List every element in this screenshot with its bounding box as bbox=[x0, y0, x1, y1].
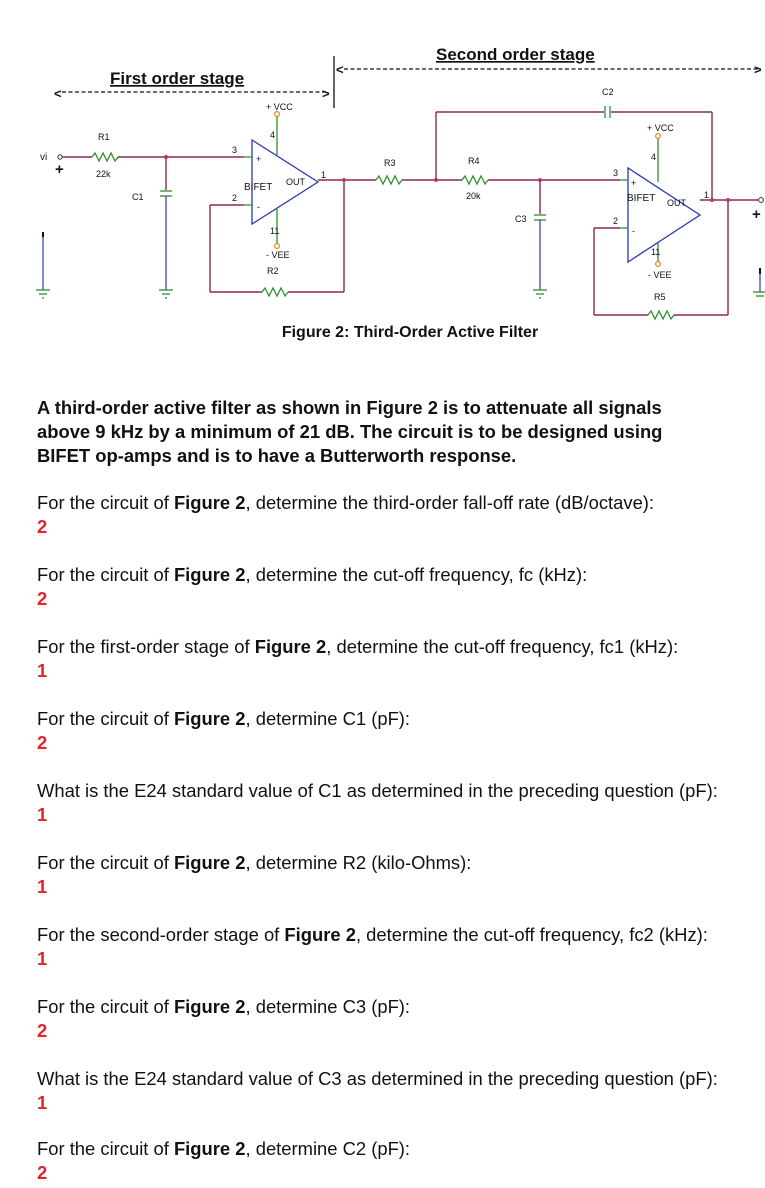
r5-resistor bbox=[648, 311, 674, 319]
ground-output-icon bbox=[753, 292, 765, 296]
question-text: For the circuit of Figure 2, determine C1 (pF): bbox=[37, 708, 411, 729]
opamp2-out-label: OUT bbox=[667, 198, 686, 208]
node-opamp2-out bbox=[710, 198, 714, 202]
opamp2-plus: + bbox=[631, 178, 637, 188]
node-r5-out bbox=[726, 198, 730, 202]
opamp1-minus: - bbox=[257, 202, 260, 212]
question-points: 2 bbox=[37, 732, 48, 753]
r4-value: 20k bbox=[466, 191, 481, 201]
r3-label: R3 bbox=[384, 158, 396, 168]
ground-c1-icon bbox=[159, 290, 173, 298]
opamp2-pin4: 4 bbox=[651, 152, 657, 162]
c1-label: C1 bbox=[132, 192, 144, 202]
question-item bbox=[37, 491, 765, 539]
r2-label: R2 bbox=[267, 266, 279, 276]
r2-resistor bbox=[262, 288, 288, 296]
r4-resistor bbox=[462, 176, 488, 184]
question-points: 2 bbox=[37, 1020, 48, 1041]
output-plus: + bbox=[752, 206, 761, 223]
c2-label: C2 bbox=[602, 87, 614, 97]
opamp1-pin1: 1 bbox=[321, 170, 327, 180]
question-item bbox=[37, 851, 765, 899]
question-points: 2 bbox=[37, 588, 48, 609]
question-text: What is the E24 standard value of C3 as determined in the preceding question (pF): bbox=[37, 1068, 718, 1089]
problem-line-1: A third-order active filter as shown in Figure 2 is to attenuate all signals bbox=[37, 397, 662, 418]
question-item bbox=[37, 995, 765, 1043]
question-text: For the second-order stage of Figure 2, determine the cut-off frequency, fc2 (kHz): bbox=[37, 924, 708, 945]
opamp2-pin1: 1 bbox=[704, 190, 710, 200]
opamp1-plus: + bbox=[256, 154, 262, 164]
vi-label: vi bbox=[40, 152, 48, 163]
question-text: What is the E24 standard value of C1 as determined in the preceding question (pF): bbox=[37, 780, 718, 801]
input-node bbox=[58, 155, 62, 159]
opamp2-pin3: 3 bbox=[613, 168, 619, 178]
vcc1-node bbox=[275, 112, 280, 117]
question-item bbox=[37, 563, 765, 611]
question-item bbox=[37, 1067, 765, 1115]
question-item bbox=[37, 635, 765, 683]
question-points: 1 bbox=[37, 804, 48, 825]
question-item bbox=[37, 707, 765, 755]
circuit-diagram bbox=[0, 0, 765, 350]
problem-statement bbox=[37, 396, 765, 468]
vcc2-node bbox=[656, 134, 661, 139]
vee2-label: - VEE bbox=[648, 270, 672, 280]
vee1-label: - VEE bbox=[266, 250, 290, 260]
r1-value: 22k bbox=[96, 169, 111, 179]
question-item bbox=[37, 779, 765, 827]
r4-label: R4 bbox=[468, 156, 480, 166]
question-text: For the circuit of Figure 2, determine the third-order fall-off rate (dB/octave): bbox=[37, 492, 655, 513]
opamp2-minus: - bbox=[632, 226, 635, 236]
question-item bbox=[37, 1137, 765, 1185]
second-stage-label: Second order stage bbox=[436, 45, 595, 64]
vee2-node bbox=[656, 262, 661, 267]
vee1-node bbox=[275, 244, 280, 249]
question-text: For the circuit of Figure 2, determine the cut-off frequency, fc (kHz): bbox=[37, 564, 588, 585]
question-points: 1 bbox=[37, 660, 48, 681]
r5-label: R5 bbox=[654, 292, 666, 302]
question-points: 1 bbox=[37, 876, 48, 897]
first-stage-arrow-right: > bbox=[322, 86, 330, 101]
question-text: For the first-order stage of Figure 2, determine the cut-off frequency, fc1 (kHz): bbox=[37, 636, 679, 657]
r1-resistor bbox=[92, 153, 118, 161]
input-plus: + bbox=[55, 161, 64, 178]
first-stage-label: First order stage bbox=[110, 69, 245, 88]
ground-c3-icon bbox=[533, 290, 547, 298]
question-points: 1 bbox=[37, 1092, 48, 1113]
r1-label: R1 bbox=[98, 132, 110, 142]
question-text: For the circuit of Figure 2, determine C2 (pF): bbox=[37, 1138, 411, 1159]
problem-line-2: above 9 kHz by a minimum of 21 dB. The circuit is to be designed using bbox=[37, 421, 663, 442]
node-opamp1-out bbox=[342, 178, 346, 182]
figure-caption: Figure 2: Third-Order Active Filter bbox=[281, 324, 539, 341]
second-stage-arrow-left: < bbox=[336, 62, 344, 77]
question-points: 2 bbox=[37, 1162, 48, 1183]
question-item bbox=[37, 923, 765, 971]
opamp1-label: BIFET bbox=[244, 182, 273, 193]
opamp2-label: BIFET bbox=[627, 193, 656, 204]
second-stage-arrow-right: > bbox=[754, 62, 762, 77]
problem-line-3: BIFET op-amps and is to have a Butterworth response. bbox=[37, 445, 517, 466]
vcc1-label: + VCC bbox=[266, 102, 293, 112]
c3-label: C3 bbox=[515, 214, 527, 224]
question-points: 2 bbox=[37, 516, 48, 537]
question-text: For the circuit of Figure 2, determine C3 (pF): bbox=[37, 996, 411, 1017]
ground-source-icon bbox=[36, 290, 50, 298]
opamp2-pin2: 2 bbox=[613, 216, 619, 226]
r3-resistor bbox=[376, 176, 402, 184]
vcc2-label: + VCC bbox=[647, 123, 674, 133]
opamp1-pin4: 4 bbox=[270, 130, 276, 140]
opamp1-out-label: OUT bbox=[286, 177, 305, 187]
opamp1-pin11: 11 bbox=[270, 226, 280, 236]
first-stage-arrow-left: < bbox=[54, 86, 62, 101]
opamp1-pin3: 3 bbox=[232, 145, 238, 155]
opamp2-pin11: 11 bbox=[651, 247, 661, 257]
output-node bbox=[759, 198, 764, 203]
question-text: For the circuit of Figure 2, determine R2 (kilo-Ohms): bbox=[37, 852, 472, 873]
question-points: 1 bbox=[37, 948, 48, 969]
opamp1-pin2: 2 bbox=[232, 193, 238, 203]
